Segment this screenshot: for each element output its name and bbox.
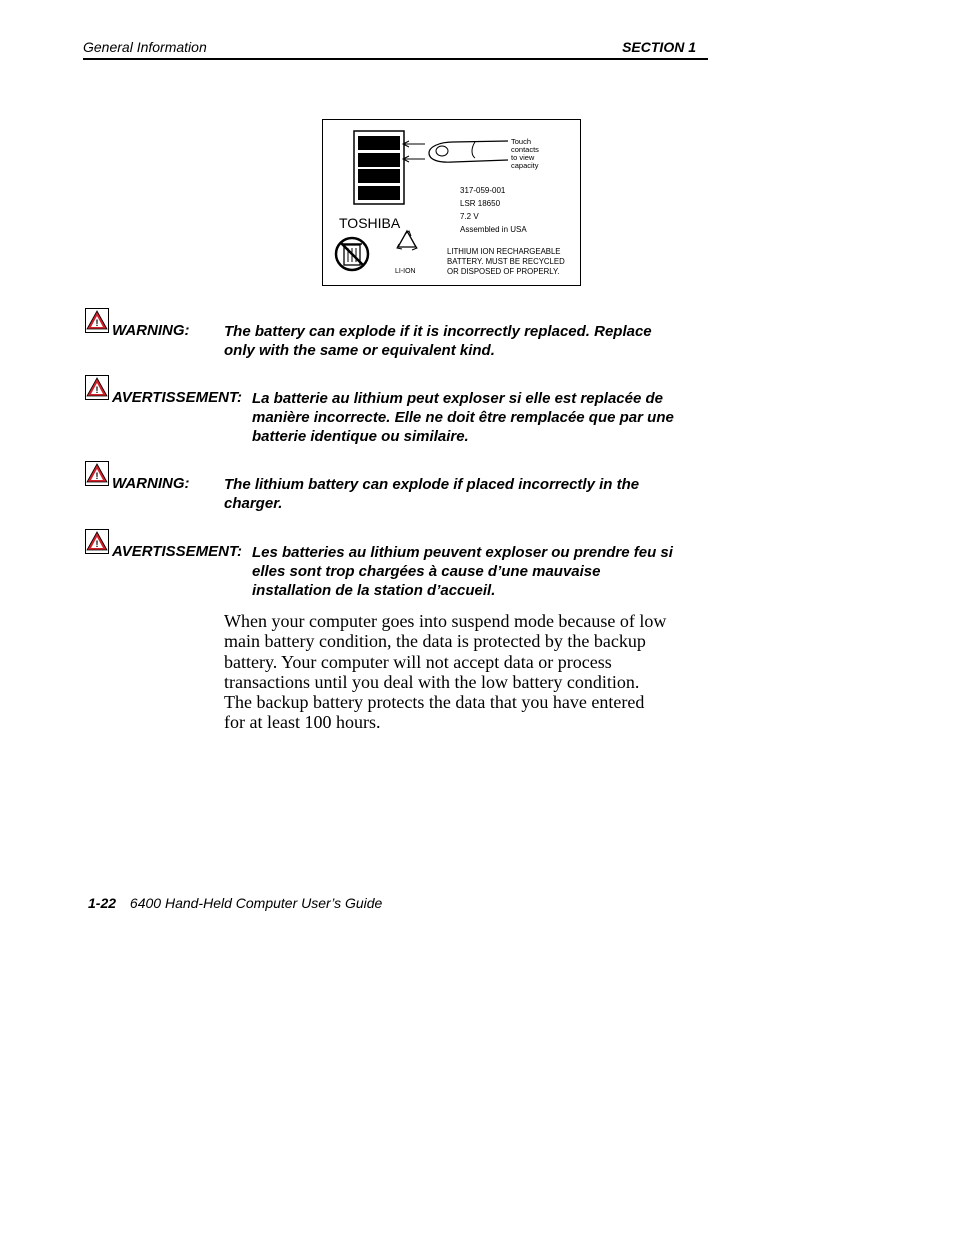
warning-tag: WARNING: [112,322,190,339]
warning-text: La batterie au lithium peut exploser si elle est replacée de manière incorrecte. Elle ne doit être remplacée que par une batterie identique ou similaire. [252,390,674,445]
battery-model: LSR 18650 [460,199,501,208]
finger-icon [429,141,508,162]
touch-instructions: Touch contacts to view capacity [511,137,539,170]
warning-tag: AVERTISSEMENT: [112,543,243,560]
header-section-number: SECTION 1 [622,39,696,55]
body-paragraph: When your computer goes into suspend mode because of low main battery condition, the data is protected by the backup battery. Your computer will not accept data or process transactions until you deal with the low battery condition. The backup battery protects the data that you have entered for at least 100 hours. [224,611,667,733]
svg-text:!: ! [95,471,99,481]
warning-tag: AVERTISSEMENT: [112,389,243,406]
warning-tag: WARNING: [112,475,190,492]
no-trash-icon [336,238,368,270]
document-title: 6400 Hand-Held Computer User’s Guide [129,895,383,911]
page-number: 1-22 [88,895,117,911]
part-number: 317-059-001 [460,186,506,195]
warning-icon [85,375,109,400]
capacity-bar [358,153,400,167]
warning-text: The lithium battery can explode if placed incorrectly in the charger. [224,476,640,512]
warning-icon [85,308,109,333]
page-footer [88,895,382,911]
header-section-name: General Information [83,39,207,55]
assembled-text: Assembled in USA [460,225,527,234]
capacity-bar [358,186,400,200]
warning-text: Les batteries au lithium peuvent exploser ou prendre feu si elles sont trop chargées à cause d’une mauvaise installation de la station d’accueil. [252,544,673,599]
svg-text:!: ! [95,385,99,395]
capacity-bar [358,136,400,150]
battery-label-figure [322,119,581,286]
warning-icon [85,461,109,486]
recycle-icon [397,231,417,250]
recycle-tag: LI-ION [395,268,416,275]
recycle-notice: LITHIUM ION RECHARGEABLE BATTERY. MUST BE RECYCLED OR DISPOSED OF PROPERLY. [447,247,565,276]
svg-text:!: ! [95,539,99,549]
warning-text: The battery can explode if it is incorrectly replaced. Replace only with the same or equivalent kind. [224,323,652,359]
battery-label-drawing [323,120,580,285]
warning-icon [85,529,109,554]
brand-name: TOSHIBA [339,215,401,231]
svg-text:!: ! [95,318,99,328]
battery-voltage: 7.2 V [460,212,479,221]
page-header [83,38,708,60]
capacity-bar [358,169,400,183]
